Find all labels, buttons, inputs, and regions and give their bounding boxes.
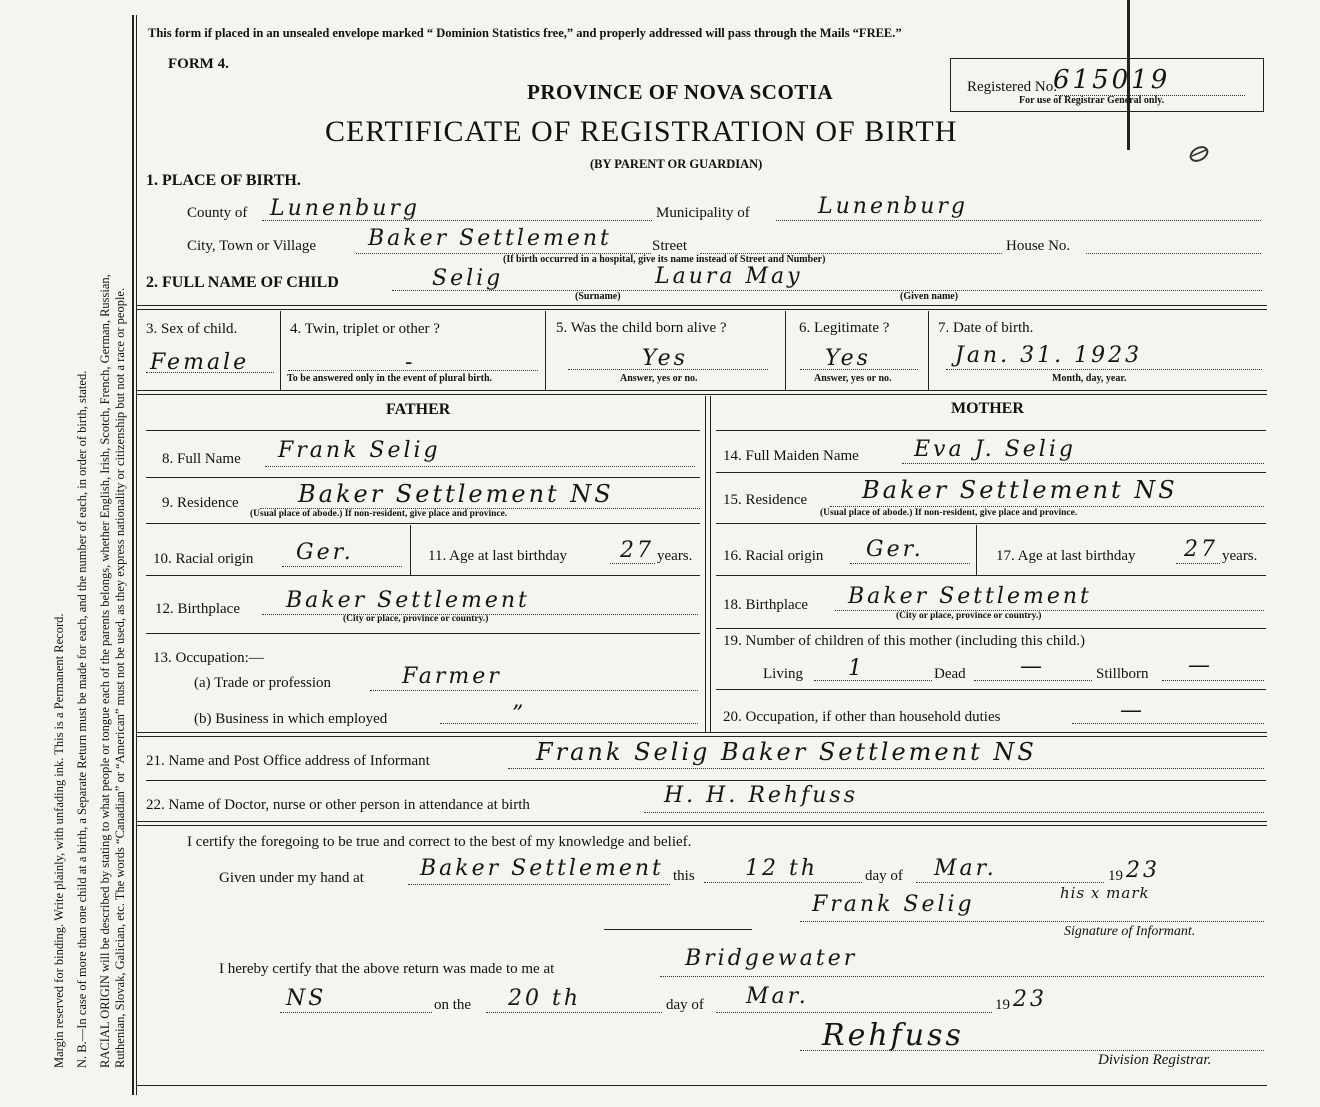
doctor-bottom-line (137, 821, 1267, 822)
registrar-line (800, 1050, 1264, 1051)
mother-row-16-line (716, 575, 1266, 576)
doctor-line (644, 812, 1264, 813)
registered-pen-mark (1127, 0, 1130, 150)
child-name-label: 2. FULL NAME OF CHILD (146, 274, 339, 291)
hereby-label: I hereby certify that the above return was made to me at (219, 961, 555, 977)
given-place-line (408, 884, 670, 885)
mother-residence-caption: (Usual place of abode.) If non-resident, give place and province. (820, 508, 1078, 518)
informant-bottom-line (146, 780, 1266, 781)
registered-number-box (950, 58, 1264, 112)
parents-divider-2 (710, 396, 711, 732)
month-value: Mar. (934, 856, 997, 881)
signature-line (800, 921, 1264, 922)
hospital-note: (If birth occurred in a hospital, give its name instead of Street and Number) (503, 254, 826, 265)
registered-value: 615019 (1053, 65, 1171, 95)
informant-line (508, 768, 1264, 769)
row-divider-3-4 (280, 311, 281, 390)
this-label: this (673, 868, 695, 884)
row-divider-5-6 (785, 311, 786, 390)
mother-occupation-label: 20. Occupation, if other than household duties (723, 709, 1001, 725)
child-section-top-line (137, 305, 1267, 306)
mother-name-value: Eva J. Selig (914, 437, 1076, 462)
mother-name-line (902, 463, 1264, 464)
parents-divider (705, 396, 706, 732)
mother-birthplace-caption: (City or place, province or country.) (896, 611, 1042, 621)
child-given-value: Laura May (655, 264, 803, 289)
father-name-line (265, 466, 695, 467)
municipality-label: Municipality of (656, 205, 750, 221)
father-trade-label: (a) Trade or profession (194, 675, 332, 691)
signature-caption: Signature of Informant. (1064, 924, 1196, 939)
mailing-notice: This form if placed in an unsealed envelope marked “ Dominion Statistics free,” and properly addressed will pass through the Mails “FREE.” (148, 26, 902, 40)
alive-value: Yes (642, 346, 688, 371)
father-race-value: Ger. (296, 540, 354, 565)
certificate-subtitle: (BY PARENT OR GUARDIAN) (590, 157, 763, 171)
row-divider-4-5 (545, 311, 546, 390)
father-birthplace-label: 12. Birthplace (155, 601, 240, 617)
father-birthplace-value: Baker Settlement (286, 588, 530, 613)
dead-value: — (1020, 654, 1045, 679)
stillborn-value: — (1188, 653, 1213, 678)
legitimate-label: 6. Legitimate ? (799, 320, 890, 336)
mother-race-label: 16. Racial origin (723, 548, 824, 564)
day2-line (486, 1012, 662, 1013)
father-row-9-line (146, 523, 700, 524)
year2-value: 23 (1013, 987, 1047, 1012)
mother-birthplace-value: Baker Settlement (848, 584, 1092, 609)
month2-line (716, 1012, 992, 1013)
certify-statement: I certify the foregoing to be true and correct to the best of my knowledge and belief. (187, 834, 692, 850)
county-label: County of (187, 205, 248, 221)
margin-note-racial-origin: RACIAL ORIGIN will be described by stating to what people or tongue each of the parents belongs, whether English, Irish, Scotch, French, German, Russian, (98, 274, 112, 1068)
mother-age-line (1176, 563, 1220, 564)
alive-label: 5. Was the child born alive ? (556, 320, 727, 336)
informant-value: Frank Selig Baker Settlement NS (536, 738, 1037, 766)
margin-note-racial-origin-cont: Ruthenian, Slovak, Galician, etc. The words “Canadian” or “American” must not be used, as they express nationality or citizenship but not a race or people. (113, 287, 127, 1068)
father-business-value: ” (512, 702, 527, 727)
legitimate-value: Yes (825, 346, 871, 371)
child-section-top-line-2 (137, 309, 1267, 310)
child-surname-value: Selig (432, 266, 504, 291)
father-residence-label: 9. Residence (162, 495, 239, 511)
mother-row-19-line (716, 689, 1266, 690)
father-age-line (610, 563, 655, 564)
mother-name-label: 14. Full Maiden Name (723, 448, 859, 464)
living-line (814, 680, 932, 681)
mother-occupation-line (1072, 723, 1264, 724)
mother-row-16-divider (976, 525, 977, 575)
year-prefix: 19 (1108, 868, 1123, 884)
county-value: Lunenburg (270, 196, 420, 221)
street-label: Street (652, 238, 687, 254)
stillborn-line (1162, 680, 1264, 681)
row-divider-6-7 (928, 311, 929, 390)
parents-bottom-line-2 (137, 736, 1267, 737)
father-name-label: 8. Full Name (162, 451, 241, 467)
father-race-line (282, 566, 402, 567)
mother-residence-line (830, 506, 1264, 507)
margin-note-multiple-births: N. B.—In case of more than one child at a birth, a Separate Return must be made for each, and the number of each, in order of birth, stated. (75, 370, 89, 1068)
registrar-signature: Rehfuss (822, 1018, 964, 1053)
house-label: House No. (1006, 238, 1071, 254)
day-of-label: day of (865, 868, 903, 884)
father-residence-caption: (Usual place of abode.) If non-resident, give place and province. (250, 509, 508, 519)
day-of2-label: day of (666, 997, 704, 1013)
form-bottom-line (137, 1085, 1267, 1086)
province-value: NS (286, 986, 327, 1011)
mother-heading-line (716, 430, 1266, 431)
father-race-label: 10. Racial origin (153, 551, 254, 567)
registrar-caption: Division Registrar. (1098, 1052, 1212, 1068)
mother-row-18-line (716, 628, 1266, 629)
parents-bottom-line (137, 732, 1267, 733)
twin-label: 4. Twin, triplet or other ? (290, 321, 440, 337)
mother-row-14-line (716, 472, 1266, 473)
child-name-line (392, 290, 1262, 291)
legitimate-caption: Answer, yes or no. (814, 373, 892, 384)
father-business-label: (b) Business in which employed (194, 711, 388, 727)
house-line (1086, 253, 1261, 254)
father-heading: FATHER (386, 401, 451, 418)
form-left-border-inner (136, 15, 137, 1095)
mother-residence-value: Baker Settlement NS (862, 476, 1178, 504)
month2-value: Mar. (746, 984, 809, 1009)
doctor-bottom-line-2 (137, 825, 1267, 826)
stillborn-label: Stillborn (1096, 666, 1149, 682)
living-value: 1 (848, 656, 865, 681)
dob-value: Jan. 31. 1923 (955, 343, 1143, 368)
mother-occupation-value: — (1120, 698, 1145, 723)
registered-label: Registered No. (967, 79, 1057, 95)
municipality-value: Lunenburg (818, 194, 968, 219)
mother-birthplace-label: 18. Birthplace (723, 597, 808, 613)
dead-label: Dead (934, 666, 966, 682)
surname-caption: (Surname) (575, 291, 621, 302)
doctor-label: 22. Name of Doctor, nurse or other person in attendance at birth (146, 797, 530, 813)
father-age-label: 11. Age at last birthday (428, 548, 567, 564)
informant-label: 21. Name and Post Office address of Informant (146, 753, 430, 769)
doctor-value: H. H. Rehfuss (664, 783, 858, 808)
given-under-label: Given under my hand at (219, 870, 364, 886)
on-the-label: on the (434, 997, 472, 1013)
day-line (704, 882, 862, 883)
given-place-value: Baker Settlement (420, 856, 664, 881)
father-row-10-divider (410, 525, 411, 575)
mother-residence-label: 15. Residence (723, 492, 808, 508)
father-residence-value: Baker Settlement NS (298, 480, 614, 508)
alive-caption: Answer, yes or no. (620, 373, 698, 384)
twin-caption: To be answered only in the event of plural birth. (287, 373, 493, 384)
father-row-8-line (146, 477, 700, 478)
year-value: 23 (1126, 858, 1160, 883)
month-line (916, 882, 1104, 883)
city-value: Baker Settlement (368, 226, 612, 251)
mother-heading: MOTHER (951, 400, 1024, 417)
father-heading-line (146, 430, 700, 431)
registrar-note: For use of Registrar General only. (1019, 95, 1165, 106)
mother-row-15-line (716, 523, 1266, 524)
certify-separator (604, 929, 752, 930)
place-of-birth-heading: 1. PLACE OF BIRTH. (146, 172, 301, 189)
mother-race-value: Ger. (866, 537, 924, 562)
row-7-bottom-line (137, 390, 1267, 391)
father-name-value: Frank Selig (278, 438, 441, 463)
province-line (280, 1012, 432, 1013)
dob-label: 7. Date of birth. (938, 320, 1034, 336)
hereby-place-value: Bridgewater (685, 946, 858, 971)
sex-value: Female (150, 350, 250, 375)
mother-age-label: 17. Age at last birthday (996, 548, 1136, 564)
informant-signature-mark: his x mark (1060, 884, 1150, 902)
city-label: City, Town or Village (187, 238, 317, 254)
form-number: FORM 4. (168, 56, 229, 72)
day2-value: 20 th (508, 986, 581, 1011)
father-row-12-line (146, 633, 700, 634)
dob-line (946, 369, 1262, 370)
province-title: PROVINCE OF NOVA SCOTIA (527, 80, 834, 104)
registration-stamp-icon (1186, 142, 1214, 171)
mother-children-label: 19. Number of children of this mother (including this child.) (723, 633, 1086, 649)
twin-value: - (405, 350, 416, 375)
given-caption: (Given name) (900, 291, 959, 302)
sex-label: 3. Sex of child. (146, 321, 238, 337)
year2-prefix: 19 (995, 997, 1010, 1013)
municipality-line (776, 220, 1261, 221)
mother-age-unit: years. (1222, 548, 1258, 564)
father-row-10-line (146, 575, 700, 576)
father-age-value: 27 (620, 538, 654, 563)
day-value: 12 th (745, 856, 818, 881)
informant-signature: Frank Selig (812, 892, 975, 917)
father-trade-value: Farmer (402, 664, 502, 689)
dead-line (974, 680, 1092, 681)
certificate-title: CERTIFICATE OF REGISTRATION OF BIRTH (325, 115, 958, 148)
form-left-border (132, 15, 134, 1095)
hereby-place-line (660, 976, 1264, 977)
row-7-bottom-line-2 (137, 394, 1267, 395)
living-label: Living (763, 666, 803, 682)
father-age-unit: years. (657, 548, 693, 564)
margin-note-binding: Margin reserved for binding. Write plainly, with unfading ink. This is a Permanent Record. (52, 613, 66, 1068)
mother-age-value: 27 (1184, 537, 1218, 562)
father-birthplace-caption: (City or place, province or country.) (343, 614, 489, 624)
father-trade-line (370, 690, 698, 691)
father-business-line (440, 723, 698, 724)
father-occupation-label: 13. Occupation:— (153, 650, 264, 666)
dob-caption: Month, day, year. (1052, 373, 1127, 384)
mother-race-line (850, 563, 970, 564)
